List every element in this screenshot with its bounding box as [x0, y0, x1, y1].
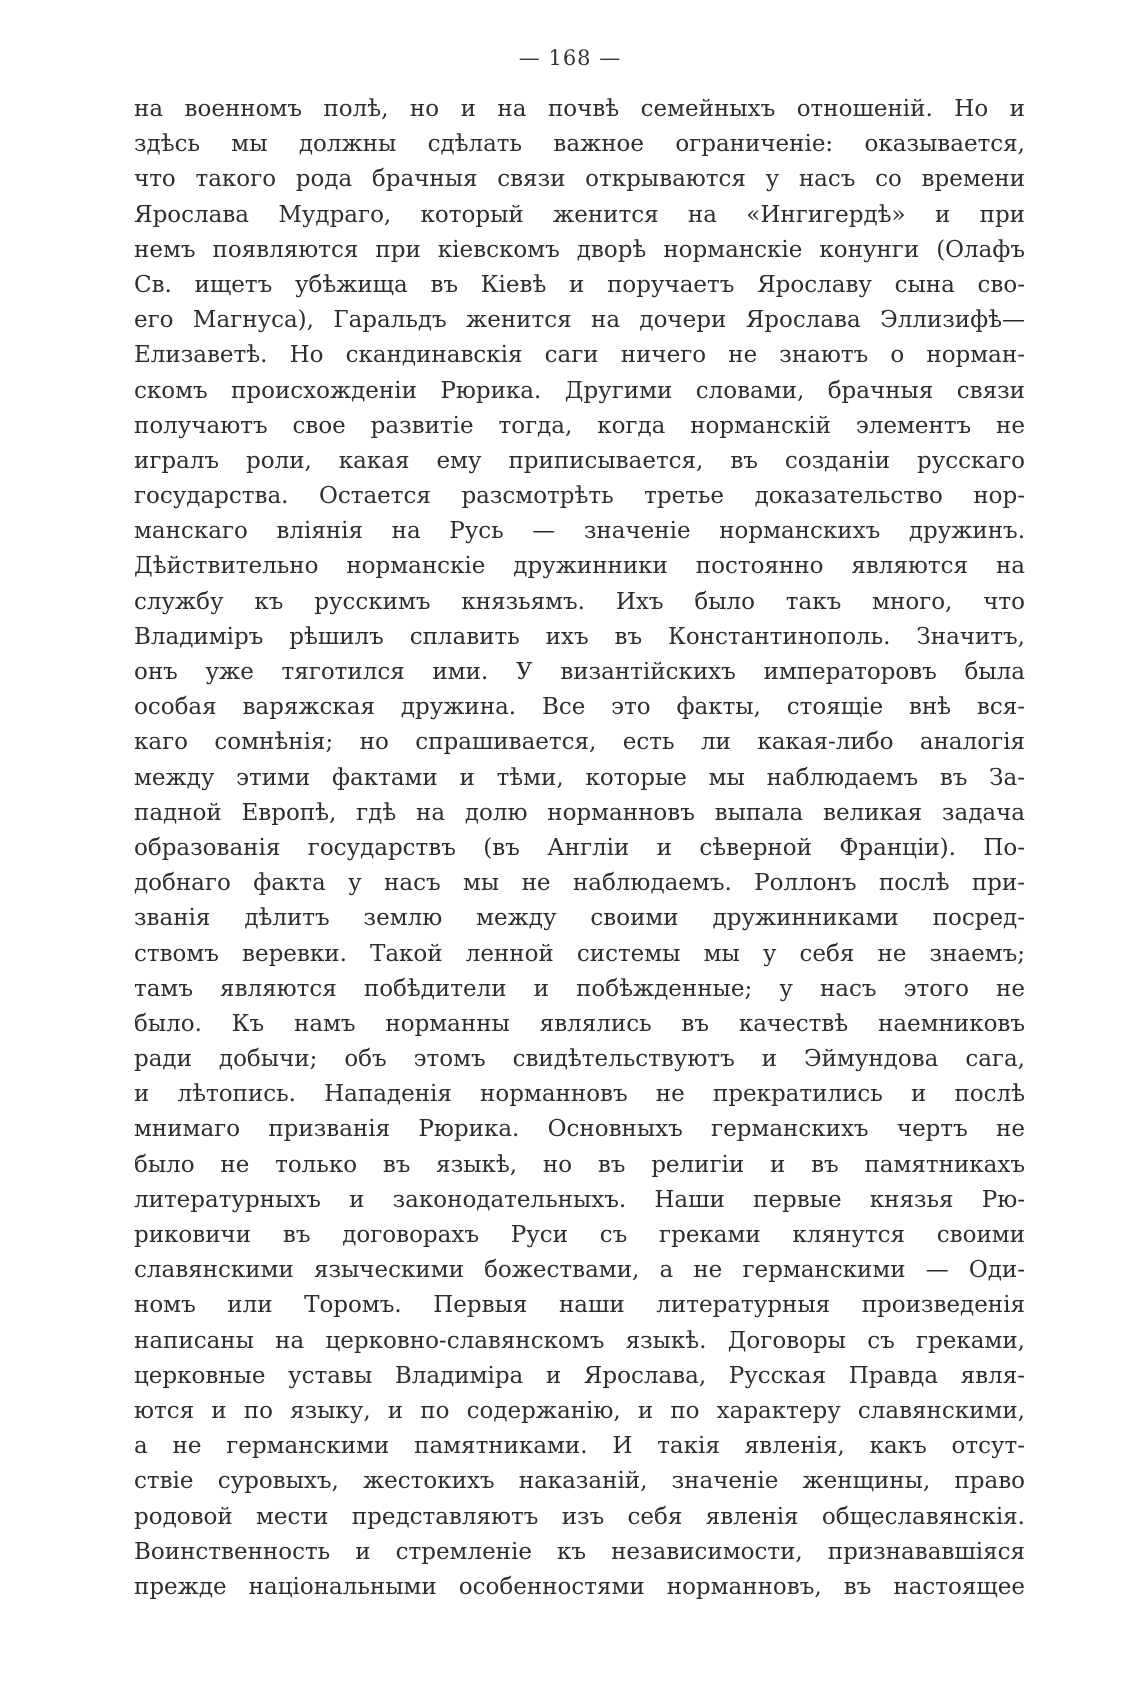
text-line: что такого рода брачныя связи открываются у насъ со времени [134, 166, 1025, 193]
text-line: государства. Остается разсмотрѣть третье доказательство нор- [134, 483, 1025, 510]
text-line: Елизаветѣ. Но скандинавскія саги ничего не знаютъ о норман- [134, 342, 1025, 369]
text-line: мнимаго призванія Рюрика. Основныхъ германскихъ чертъ не [134, 1116, 1025, 1143]
text-line: написаны на церковно-славянскомъ языкѣ. Договоры съ греками, [134, 1327, 1025, 1354]
text-line: добнаго факта у насъ мы не наблюдаемъ. Роллонъ послѣ при- [134, 870, 1025, 897]
text-line: ются и по языку, и по содержанію, и по характеру славянскими, [134, 1397, 1025, 1424]
text-line: славянскими языческими божествами, а не германскими — Оди- [134, 1257, 1025, 1284]
text-line: ради добычи; объ этомъ свидѣтельствуютъ и Эймундова сага, [134, 1046, 1025, 1073]
text-line: Воинственность и стремленіе къ независимости, признававшіяся [134, 1538, 1025, 1565]
text-line: тамъ являются побѣдители и побѣжденные; у насъ этого не [134, 975, 1025, 1002]
text-line: литературныхъ и законодательныхъ. Наши первые князья Рю- [134, 1186, 1025, 1213]
text-line: ствіе суровыхъ, жестокихъ наказаній, значеніе женщины, право [134, 1468, 1025, 1495]
text-line: скомъ происхожденіи Рюрика. Другими словами, брачныя связи [134, 377, 1025, 404]
text-line: игралъ роли, какая ему приписывается, въ созданіи русскаго [134, 447, 1025, 474]
body-text [134, 92, 1025, 1605]
text-line: образованія государствъ (въ Англіи и сѣверной Франціи). По- [134, 834, 1025, 861]
text-line: манскаго вліянія на Русь — значеніе норманскихъ дружинъ. [134, 518, 1025, 545]
text-line: особая варяжская дружина. Все это факты, стоящіе внѣ вся- [134, 694, 1025, 721]
text-line: на военномъ полѣ, но и на почвѣ семейныхъ отношеній. Но и [134, 96, 1025, 122]
text-line: службу къ русскимъ князьямъ. Ихъ было такъ много, что [134, 588, 1025, 615]
text-line: падной Европѣ, гдѣ на долю норманновъ выпала великая задача [134, 799, 1025, 826]
text-line: и лѣтопись. Нападенія норманновъ не прекратились и послѣ [134, 1081, 1025, 1108]
text-line: онъ уже тяготился ими. У византійскихъ императоровъ была [134, 659, 1025, 685]
text-line: здѣсь мы должны сдѣлать важное ограниченіе: оказывается, [134, 131, 1025, 158]
page-number: — 168 — [518, 46, 622, 70]
text-line: прежде національными особенностями норманновъ, въ настоящее [134, 1573, 1025, 1600]
text-line: Св. ищетъ убѣжища въ Кіевѣ и поручаетъ Ярославу сына сво- [134, 271, 1025, 298]
text-line: Ярослава Мудраго, который женится на «Ингигердѣ» и при [134, 201, 1025, 228]
text-line: каго сомнѣнія; но спрашивается, есть ли какая-либо аналогія [134, 729, 1025, 756]
text-line: званія дѣлитъ землю между своими дружинниками посред- [134, 905, 1025, 932]
text-line: номъ или Торомъ. Первыя наши литературныя произведенія [134, 1292, 1025, 1319]
text-line: было. Къ намъ норманны являлись въ качествѣ наемниковъ [134, 1010, 1025, 1037]
text-line: Дѣйствительно норманскіе дружинники постоянно являются на [134, 553, 1025, 580]
text-line: его Магнуса), Гаральдъ женится на дочери Ярослава Эллизифѣ— [134, 307, 1025, 334]
text-line: родовой мести представляютъ изъ себя явленія общеславянскія. [134, 1503, 1025, 1530]
text-line: было не только въ языкѣ, но въ религіи и въ памятникахъ [134, 1151, 1025, 1178]
text-line: между этими фактами и тѣми, которые мы наблюдаемъ въ За- [134, 764, 1025, 791]
text-line: немъ появляются при кіевскомъ дворѣ норманскіе конунги (Олафъ [134, 236, 1025, 263]
text-line: а не германскими памятниками. И такія явленія, какъ отсут- [134, 1433, 1025, 1460]
text-line: Владиміръ рѣшилъ сплавить ихъ въ Константинополь. Значитъ, [134, 623, 1025, 650]
text-line: получаютъ свое развитіе тогда, когда норманскій элементъ не [134, 412, 1025, 439]
text-line: риковичи въ договорахъ Руси съ греками клянутся своими [134, 1222, 1025, 1248]
text-line: ствомъ веревки. Такой ленной системы мы у себя не знаемъ; [134, 940, 1025, 967]
text-line: церковные уставы Владиміра и Ярослава, Русская Правда явля- [134, 1362, 1025, 1389]
